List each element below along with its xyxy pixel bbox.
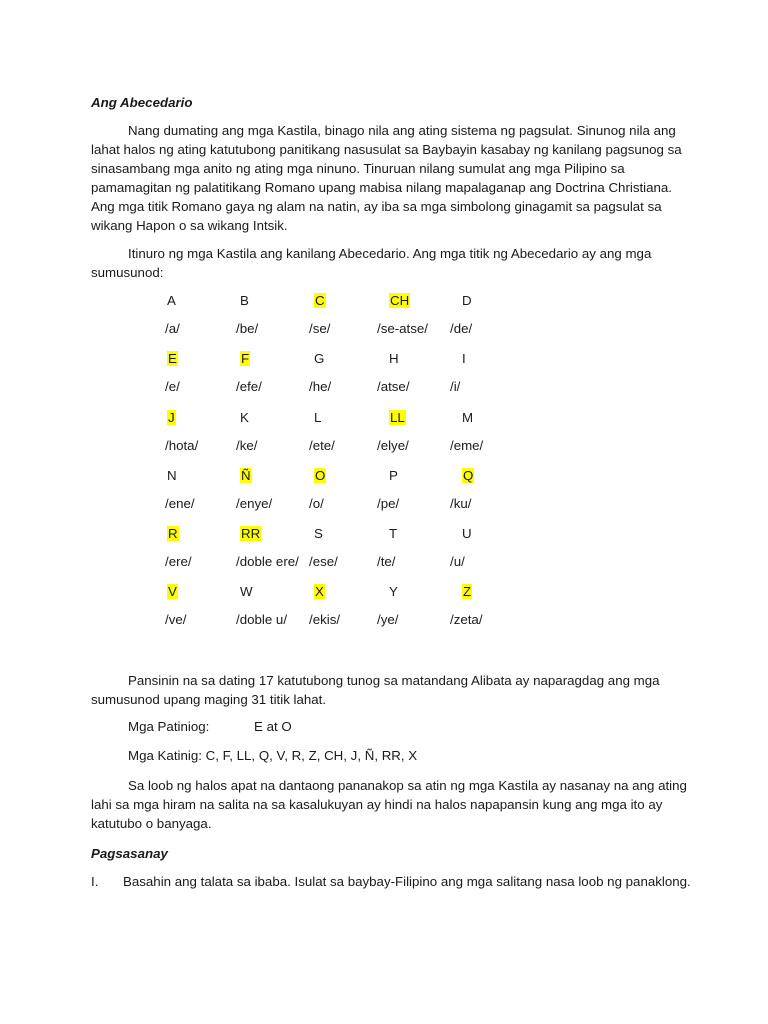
letter-cell: X <box>315 584 324 599</box>
sound-cell: /ke/ <box>236 438 258 453</box>
sound-cell: /be/ <box>236 321 259 336</box>
sound-cell: /zeta/ <box>450 612 483 627</box>
sound-cell: /i/ <box>450 379 461 394</box>
sound-cell: /u/ <box>450 554 465 569</box>
abecedario-intro-paragraph <box>91 244 691 282</box>
intro-paragraph-text: Nang dumating ang mga Kastila, binago nila ang ating sistema ng pagsulat. Sinunog nila ang lahat halos ng ating katutubong panitikang nasusulat sa Baybayin kasabay ng kanilang pagsunog sa sinasambang mga anito ng ating mga ninuno. Tinuruan nilang sumulat ang mga Pilipino sa pamamagitan ng palatitikang Romano upang mabisa nilang mapalaganap ang Doctrina Christiana. Ang mga titik Romano gaya ng alam na natin, ay iba sa mga simbolong ginagamit sa pagsulat sa wikang Hapon o sa wikang Intsik. <box>91 123 682 233</box>
sound-cell: /efe/ <box>236 379 262 394</box>
closing-paragraph <box>91 776 691 833</box>
letter-cell: I <box>462 351 466 366</box>
sound-cell: /pe/ <box>377 496 400 511</box>
letter-cell: R <box>168 526 178 541</box>
letter-cell: N <box>167 468 177 483</box>
letter-cell: Y <box>389 584 398 599</box>
sound-cell: /ete/ <box>309 438 335 453</box>
letter-cell: LL <box>390 410 405 425</box>
sound-cell: /te/ <box>377 554 396 569</box>
sound-cell: /a/ <box>165 321 180 336</box>
sound-cell: /e/ <box>165 379 180 394</box>
letter-cell: J <box>168 410 175 425</box>
sound-cell: /ye/ <box>377 612 399 627</box>
letter-cell: Q <box>463 468 474 483</box>
letter-cell: G <box>314 351 325 366</box>
letter-cell: L <box>314 410 322 425</box>
patinig-value: E at O <box>254 719 292 734</box>
letter-cell: F <box>241 351 250 366</box>
sound-cell: /se-atse/ <box>377 321 428 336</box>
sound-cell: /ene/ <box>165 496 195 511</box>
sound-cell: /ekis/ <box>309 612 341 627</box>
sound-cell: /de/ <box>450 321 473 336</box>
letter-cell: RR <box>241 526 261 541</box>
letter-cell: W <box>240 584 253 599</box>
letter-cell: P <box>389 468 398 483</box>
sound-cell: /elye/ <box>377 438 409 453</box>
letter-cell: M <box>462 410 474 425</box>
letter-cell: D <box>462 293 472 308</box>
note-paragraph-text: Pansinin na sa dating 17 katutubong tunog sa matandang Alibata ay naparagdag ang mga sumusunod upang maging 31 titik lahat. <box>91 673 660 707</box>
letter-cell: E <box>168 351 177 366</box>
closing-paragraph-text: Sa loob ng halos apat na dantaong pananakop sa atin ng mga Kastila ay nasanay na ang ating lahi sa mga hiram na salita na sa kasalukuyan ay hindi na halos napapansin kung ang mga ito ay katutubo o banyaga. <box>91 778 687 831</box>
letter-cell: T <box>389 526 398 541</box>
letter-cell: K <box>240 410 249 425</box>
letter-cell: CH <box>390 293 410 308</box>
sound-cell: /hota/ <box>165 438 199 453</box>
note-paragraph <box>91 671 691 709</box>
sound-cell: /ku/ <box>450 496 472 511</box>
sound-cell: /atse/ <box>377 379 410 394</box>
letter-cell: H <box>389 351 399 366</box>
sound-cell: /o/ <box>309 496 324 511</box>
letter-cell: B <box>240 293 249 308</box>
letter-cell: V <box>168 584 177 599</box>
exercise-heading: Pagsasanay <box>91 846 168 861</box>
sound-cell: /ese/ <box>309 554 338 569</box>
letter-cell: C <box>315 293 325 308</box>
exercise-item-text: Basahin ang talata sa ibaba. Isulat sa baybay-Filipino ang mga salitang nasa loob ng panaklong. <box>123 874 691 889</box>
intro-paragraph <box>91 121 691 235</box>
sound-cell: /enye/ <box>236 496 273 511</box>
section-heading: Ang Abecedario <box>91 95 193 110</box>
sound-cell: /ere/ <box>165 554 192 569</box>
abecedario-intro-text: Itinuro ng mga Kastila ang kanilang Abecedario. Ang mga titik ng Abecedario ay ang mga sumusunod: <box>91 246 652 280</box>
patinig-label: Mga Patiniog: <box>128 719 210 734</box>
patinig-line <box>128 719 292 734</box>
letter-cell: O <box>315 468 326 483</box>
letter-cell: Ñ <box>241 468 251 483</box>
sound-cell: /se/ <box>309 321 331 336</box>
sound-cell: /eme/ <box>450 438 484 453</box>
letter-cell: U <box>462 526 472 541</box>
sound-cell: /doble u/ <box>236 612 288 627</box>
sound-cell: /doble ere/ <box>236 554 299 569</box>
sound-cell: /ve/ <box>165 612 187 627</box>
exercise-item-number: I. <box>91 874 99 889</box>
letter-cell: S <box>314 526 323 541</box>
sound-cell: /he/ <box>309 379 332 394</box>
letter-cell: Z <box>463 584 472 599</box>
katinig-line: Mga Katinig: C, F, LL, Q, V, R, Z, CH, J, Ñ, RR, X <box>128 748 418 763</box>
letter-cell: A <box>167 293 176 308</box>
